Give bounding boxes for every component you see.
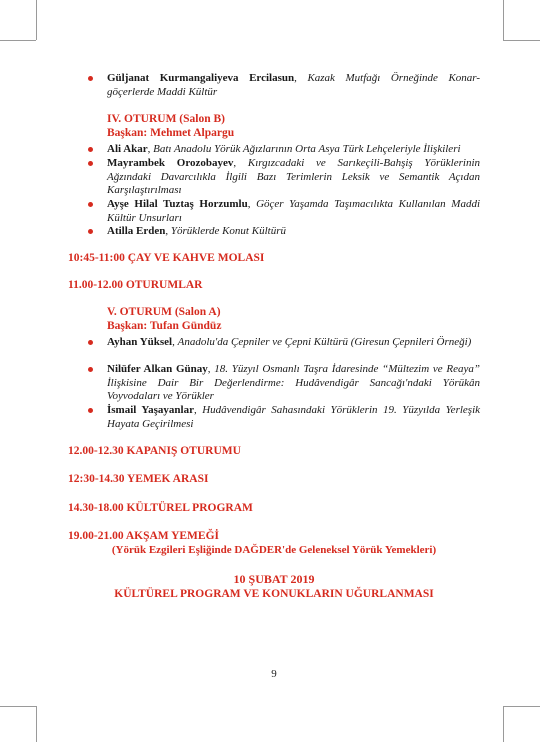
session-chair: Başkan: Mehmet Alpargu [107,127,235,139]
talk-title: Kazak Mutfağı Örneğinde Konar-göçerlerde Maddi Kültür [107,72,481,98]
speaker-name: Ali Akar [107,143,148,155]
speaker-name: Nilüfer Alkan Günay [107,363,208,375]
bullet-icon [88,161,93,166]
talk-title: 18. Yüzyıl Osmanlı Taşra İdaresinde “Mültezim ve Reaya” İlişkisine Dair Bir Değerlendirme: Hudâvendigâr Sancağı'ndaki Yörükân Voyvodaları ve Yörükler [107,363,481,402]
session-heading: V. OTURUM (Salon A) [107,306,221,318]
bullet-icon [88,147,93,152]
crop-mark [0,706,36,707]
crop-mark [36,706,37,742]
crop-mark [0,40,36,41]
closing-time: 12.00-12.30 KAPANIŞ OTURUMU [68,445,241,457]
speaker-name: Atilla Erden [107,225,166,237]
sessions-time: 11.00-12.00 OTURUMLAR [68,279,203,291]
day-title: 10 ŞUBAT 2019 [233,572,315,586]
speaker-name: Mayrambek Orozobayev [107,157,234,169]
session-heading: IV. OTURUM (Salon B) [107,113,225,125]
talk-title: Yörüklerde Konut Kültürü [170,225,286,237]
talk-title: Hudâvendigâr Sahasındaki Yörüklerin 19. Yüzyılda Yerleşik Hayata Geçirilmesi [107,404,481,430]
speaker-name: Ayhan Yüksel [107,336,173,348]
bullet-icon [88,367,93,372]
talk-title: Anadolu'da Çepniler ve Çepni Kültürü (Giresun Çepnileri Örneği) [177,336,472,348]
bullet-icon [88,202,93,207]
crop-mark [503,706,504,742]
bullet-icon [88,76,93,81]
speaker-name: Ayşe Hilal Tuztaş Horzumlu [107,198,248,210]
talk-title: Göçer Yaşamda Taşımacılıkta Kullanılan Maddi Kültür Unsurları [107,198,481,224]
bullet-icon [88,340,93,345]
crop-mark [503,40,540,41]
dinner-time: 19.00-21.00 AKŞAM YEMEĞİ [68,530,219,542]
speaker-name: İsmail Yaşayanlar [107,404,194,416]
talk-title: Batı Anadolu Yörük Ağızlarının Orta Asya Türk Lehçeleriyle İlişkileri [153,143,461,155]
speaker-name: Güljanat Kurmangaliyeva Ercilasun [107,72,295,84]
break-time: 10:45-11:00 ÇAY VE KAHVE MOLASI [68,252,265,264]
day-subtitle: KÜLTÜREL PROGRAM VE KONUKLARIN UĞURLANMASI [114,588,434,600]
lunch-time: 12:30-14.30 YEMEK ARASI [68,473,209,485]
bullet-icon [88,229,93,234]
page-number: 9 [271,668,277,680]
crop-mark [503,706,540,707]
session-chair: Başkan: Tufan Gündüz [107,320,222,332]
bullet-icon [88,408,93,413]
crop-mark [503,0,504,40]
crop-mark [36,0,37,40]
cultural-program-time: 14.30-18.00 KÜLTÜREL PROGRAM [68,502,253,514]
talk-title: Kırgızcadaki ve Sarıkeçili-Bahşiş Yörüklerinin Ağzındaki Davarcılıkla İlgili Bazı Terimlerin Leksik ve Semantik Açıdan Karşılaştırılması [107,157,481,196]
dinner-note: (Yörük Ezgileri Eşliğinde DAĞDER'de Geleneksel Yörük Yemekleri) [111,544,437,556]
